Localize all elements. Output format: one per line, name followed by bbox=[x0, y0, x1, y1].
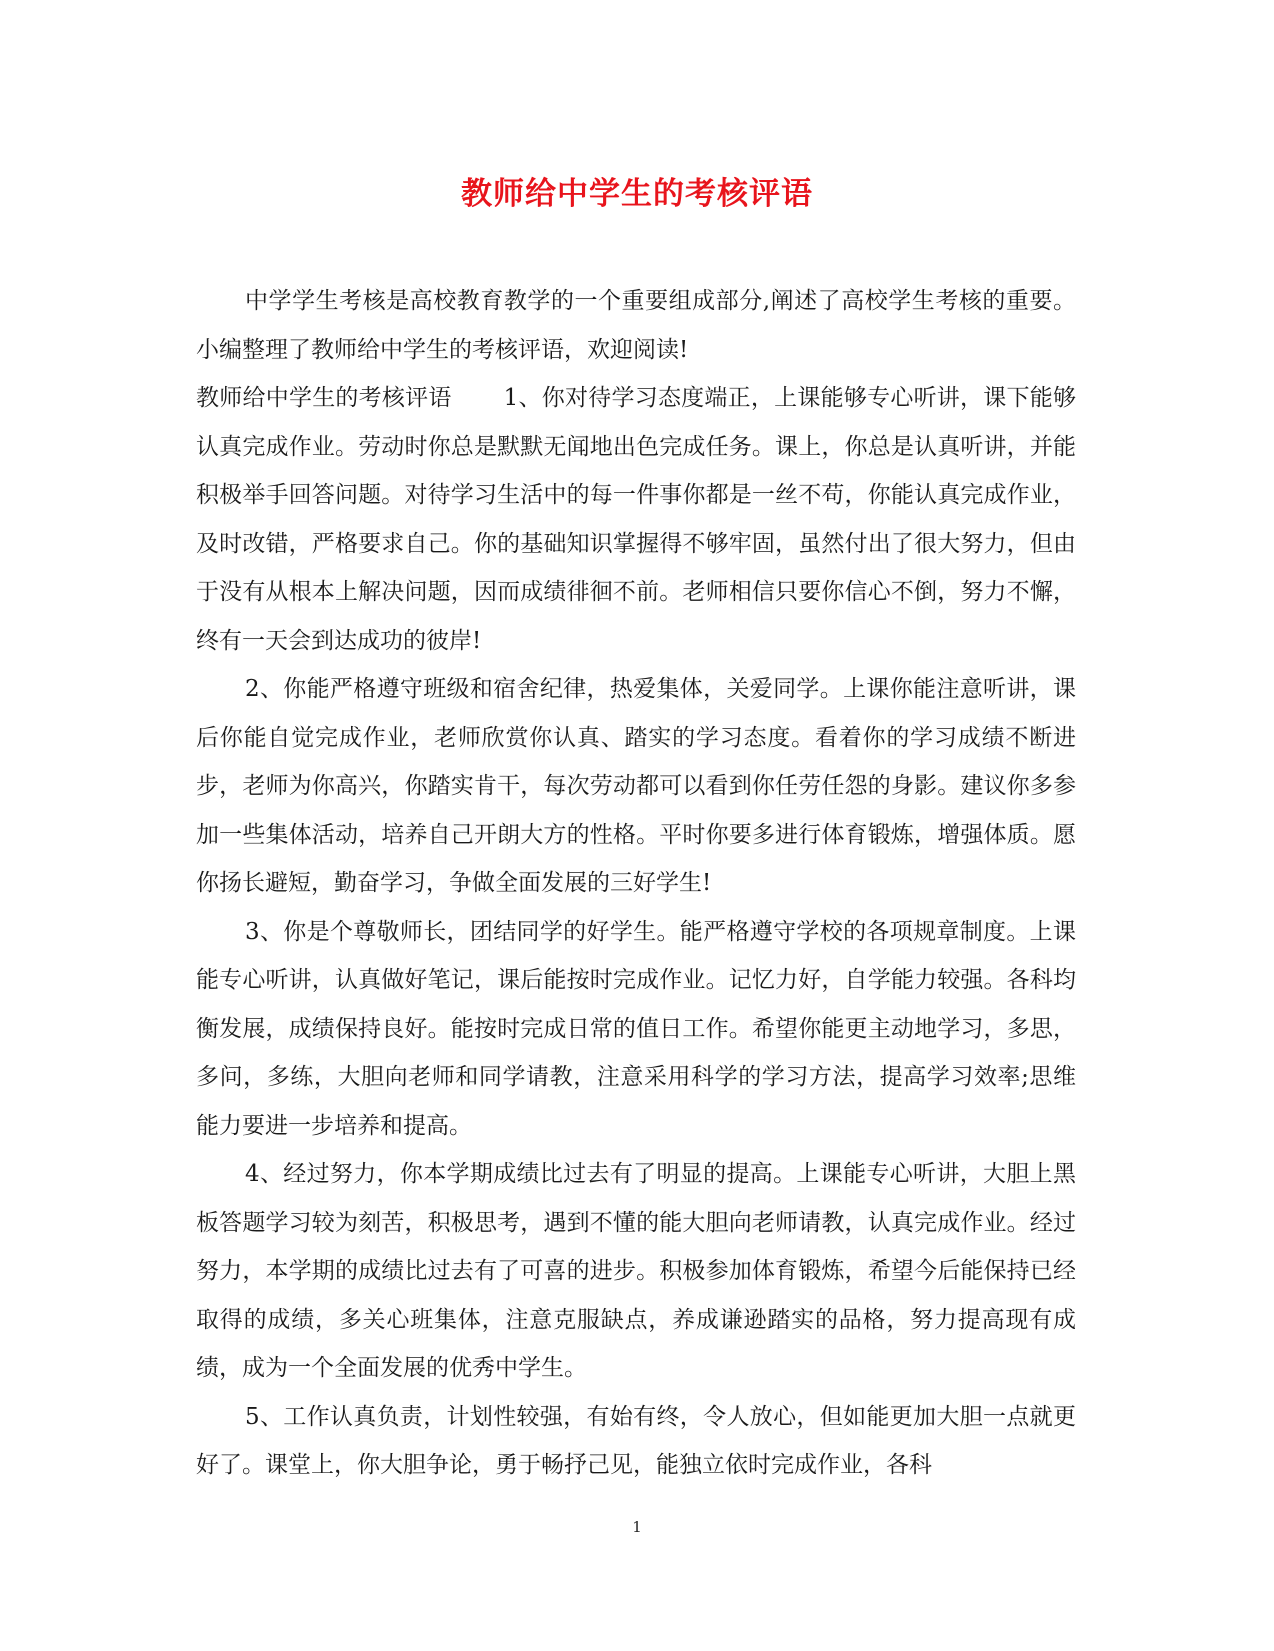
comment-5: 5、工作认真负责，计划性较强，有始有终，令人放心，但如能更加大胆一点就更好了。课堂上，你大胆争论，勇于畅抒己见，能独立依时完成作业，各科 bbox=[196, 1403, 1076, 1478]
document-body bbox=[196, 277, 1076, 1490]
section-heading: 教师给中学生的考核评语 bbox=[196, 385, 452, 411]
comment-3: 3、你是个尊敬师长，团结同学的好学生。能严格遵守学校的各项规章制度。上课能专心听讲，认真做好笔记，课后能按时完成作业。记忆力好，自学能力较强。各科均衡发展，成绩保持良好。能按时完成日常的值日工作。希望你能更主动地学习，多思，多问，多练，大胆向老师和同学请教，注意采用科学的学习方法，提高学习效率;思维能力要进一步培养和提高。 bbox=[196, 918, 1076, 1139]
comment-1: 1、你对待学习态度端正，上课能够专心听讲，课下能够认真完成作业。劳动时你总是默默无闻地出色完成任务。课上，你总是认真听讲，并能积极举手回答问题。对待学习生活中的每一件事你都是一丝不苟，你能认真完成作业，及时改错，严格要求自己。你的基础知识掌握得不够牢固，虽然付出了很大努力，但由于没有从根本上解决问题，因而成绩徘徊不前。老师相信只要你信心不倒，努力不懈，终有一天会到达成功的彼岸! bbox=[196, 385, 1077, 654]
first-comment-paragraph bbox=[196, 374, 1076, 665]
document-title: 教师给中学生的考核评语 bbox=[461, 176, 813, 212]
intro-paragraph: 中学学生考核是高校教育教学的一个重要组成部分,阐述了高校学生考核的重要。小编整理了教师给中学生的考核评语，欢迎阅读! bbox=[196, 288, 1076, 363]
comment-4: 4、经过努力，你本学期成绩比过去有了明显的提高。上课能专心听讲，大胆上黑板答题学习较为刻苦，积极思考，遇到不懂的能大胆向老师请教，认真完成作业。经过努力，本学期的成绩比过去有了可喜的进步。积极参加体育锻炼，希望今后能保持已经取得的成绩，多关心班集体，注意克服缺点，养成谦逊踏实的品格，努力提高现有成绩，成为一个全面发展的优秀中学生。 bbox=[196, 1161, 1076, 1381]
comment-2: 2、你能严格遵守班级和宿舍纪律，热爱集体，关爱同学。上课你能注意听讲，课后你能自觉完成作业，老师欣赏你认真、踏实的学习态度。看着你的学习成绩不断进步，老师为你高兴，你踏实肯干，每次劳动都可以看到你任劳任怨的身影。建议你多参加一些集体活动，培养自己开朗大方的性格。平时你要多进行体育锻炼，增强体质。愿你扬长避短，勤奋学习，争做全面发展的三好学生! bbox=[196, 676, 1076, 896]
page-number: 1 bbox=[632, 1518, 642, 1536]
